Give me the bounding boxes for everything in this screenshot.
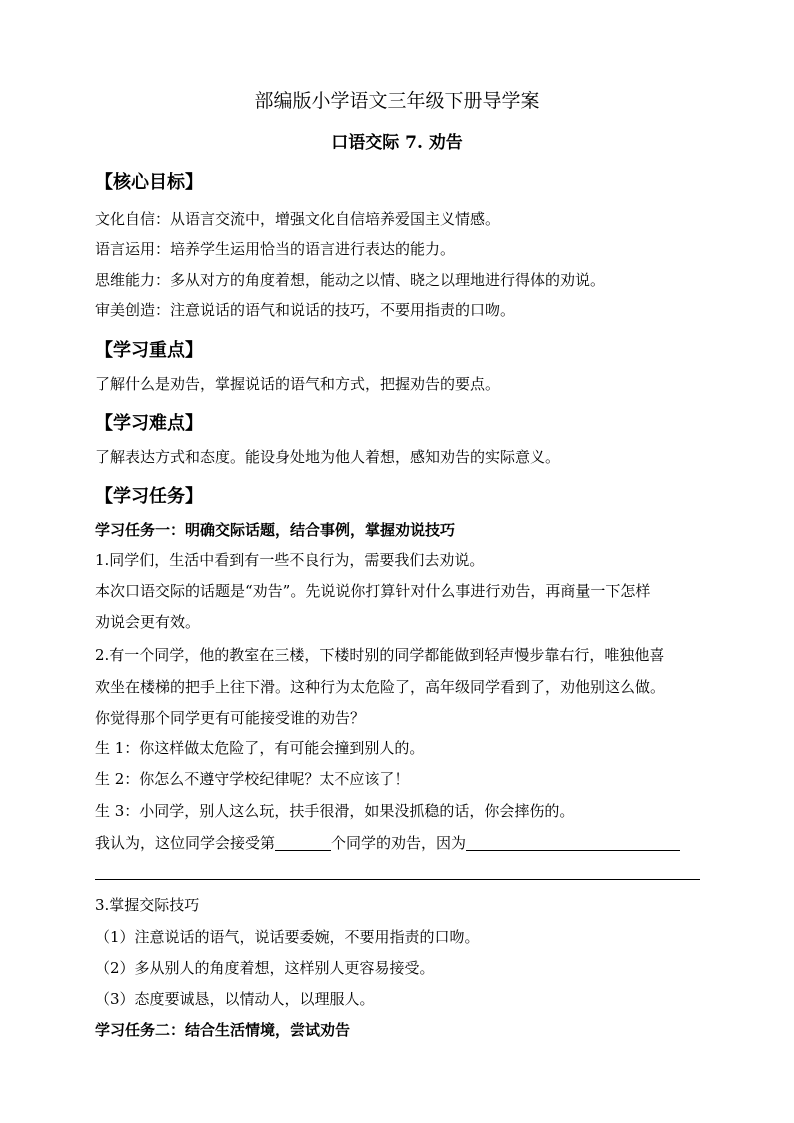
fill-in-blank-number[interactable] bbox=[275, 835, 331, 851]
focus-heading: 【学习重点】 bbox=[95, 340, 203, 361]
difficulty-line: 了解表达方式和态度。能设身处地为他人着想，感知劝告的实际意义。 bbox=[95, 448, 561, 466]
skill-item: （2）多从别人的角度着想，这样别人更容易接受。 bbox=[95, 959, 435, 977]
fill-in-text-1: 我认为，这位同学会接受第 bbox=[95, 834, 276, 852]
skill-item: （3）态度要诚恳，以情动人，以理服人。 bbox=[95, 990, 375, 1008]
task-line: 2.有一个同学，他的教室在三楼，下楼时别的同学都能做到轻声慢步靠右行，唯独他喜 bbox=[95, 646, 665, 664]
task1-title: 学习任务一：明确交际话题，结合事例，掌握劝说技巧 bbox=[95, 521, 456, 539]
focus-line: 了解什么是劝告，掌握说话的语气和方式，把握劝告的要点。 bbox=[95, 375, 501, 393]
goal-line: 文化自信：从语言交流中，增强文化自信培养爱国主义情感。 bbox=[95, 210, 501, 228]
task-line: 生 3：小同学，别人这么玩，扶手很滑，如果没抓稳的话，你会摔伤的。 bbox=[95, 802, 575, 820]
goal-line: 思维能力：多从对方的角度着想，能动之以情、晓之以理地进行得体的劝说。 bbox=[95, 271, 606, 289]
answer-line[interactable] bbox=[95, 879, 700, 880]
document-subtitle: 口语交际 7. 劝告 bbox=[331, 133, 463, 153]
task-line: 劝说会更有效。 bbox=[95, 613, 201, 631]
skills-title: 3.掌握交际技巧 bbox=[95, 896, 200, 914]
difficulty-heading: 【学习难点】 bbox=[95, 413, 203, 434]
task-line: 本次口语交际的话题是“劝告”。先说说你打算针对什么事进行劝告，再商量一下怎样 bbox=[95, 582, 651, 600]
task2-title: 学习任务二：结合生活情境，尝试劝告 bbox=[95, 1021, 351, 1039]
goal-line: 语言运用：培养学生运用恰当的语言进行表达的能力。 bbox=[95, 240, 456, 258]
fill-in-line bbox=[95, 832, 680, 853]
goals-heading: 【核心目标】 bbox=[95, 172, 203, 193]
fill-in-text-2: 个同学的劝告，因为 bbox=[331, 834, 467, 852]
task-line: 生 1：你这样做太危险了，有可能会撞到别人的。 bbox=[95, 739, 425, 757]
document-title: 部编版小学语文三年级下册导学案 bbox=[254, 90, 540, 112]
task-line: 你觉得那个同学更有可能接受谁的劝告？ bbox=[95, 709, 366, 727]
skill-item: （1）注意说话的语气，说话要委婉，不要用指责的口吻。 bbox=[95, 928, 480, 946]
task-line: 生 2：你怎么不遵守学校纪律呢？太不应该了！ bbox=[95, 770, 410, 788]
task-line: 1.同学们，生活中看到有一些不良行为，需要我们去劝说。 bbox=[95, 551, 485, 569]
goal-line: 审美创造：注意说话的语气和说话的技巧，不要用指责的口吻。 bbox=[95, 301, 516, 319]
tasks-heading: 【学习任务】 bbox=[95, 486, 203, 507]
task-line: 欢坐在楼梯的把手上往下滑。这种行为太危险了，高年级同学看到了，劝他别这么做。 bbox=[95, 678, 666, 696]
fill-in-blank-reason[interactable] bbox=[466, 835, 680, 851]
